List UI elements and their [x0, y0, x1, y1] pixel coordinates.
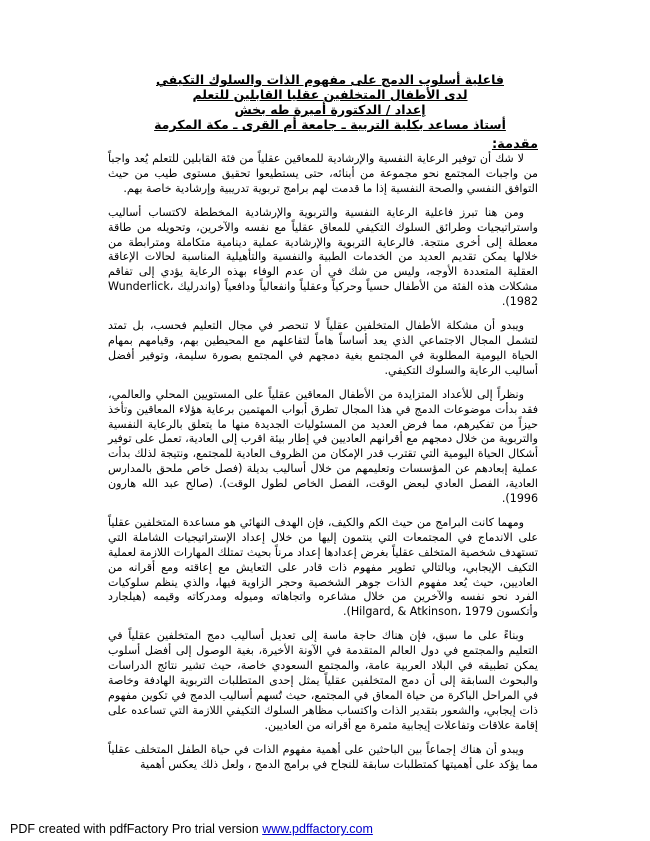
- paragraph: لا شك أن توفير الرعاية النفسية والإرشادية للمعاقين عقلياً من فئة القابلين للتعلم يُعد واجباً من واجبات المجتمع نحو مجموعة من أبنائه، حتى يستطيعوا تحقيق مستوى طيب من حيث التوافق النفسي والصحة النفسية إذا ما قدمت لهم برامج تربوية تدريبية وإرشادية خاصة بهم.: [108, 152, 538, 195]
- body-text: [108, 152, 538, 781]
- pdf-footer: [10, 822, 373, 836]
- title-line-1: فاعلية أسلوب الدمج على مفهوم الذات والسلوك التكيفي: [156, 72, 504, 87]
- pdffactory-link[interactable]: www.pdffactory.com: [262, 822, 373, 836]
- paragraph: ويبدو أن هناك إجماعاً بين الباحثين على أهمية مفهوم الذات في حياة الطفل المتخلف عقلياً مما يؤكد على أهميتها كمتطلبات سابقة للنجاح في برامج الدمج ، ولعل ذلك يعكس أهمية: [108, 742, 538, 771]
- affiliation-line: أستاذ مساعد بكلية التربية ـ جامعة أم القرى ـ مكة المكرمة: [154, 117, 506, 132]
- paragraph: ونظراً إلى للأعداد المتزايدة من الأطفال المعاقين عقلياً على المستويين المحلي والعالمي، فقد بدأت موضوعات الدمج في هذا المجال تطرق أبواب المهتمين برعاية هؤلاء المعاقين وتأخذ حيزاً من تفكيرهم، مما فرض العديد من المسئوليات الجديدة منها ما يتعلق بالرعاية النفسية والتربوية من خلال دمجهم مع أقرانهم العاديين في إطار بيئة اقرب إلى العادية، تعمل على توفير أشكال الحياة اليومية التي تقترب قدر الإمكان من الظروف العادية للمجتمع، ونتيجة لذلك بدأت عملية إبعادهم عن المؤسسات وتعليمهم من خلال أساليب بديلة (فصل خاص ملحق بالمدارس العادية، الفصل العادي لبعض الوقت، الفصل الخاص لطول الوقت). (صالح عبد الله هارون 1996).: [108, 387, 538, 506]
- paragraph: ومن هنا تبرز فاعلية الرعاية النفسية والتربوية والإرشادية المخططة لاكتساب أساليب واستراتيجيات وطرائق السلوك التكيفي للمعاق عقلياً مع نفسه والآخرين، وتحويله من طاقة معطلة إلى أخرى منتجة. فالرعاية التربوية والإرشادية عملية دينامية متكاملة ومترابطة من خلالها يمكن تقديم العديد من الخدمات الطبية والنفسية والتأهيلية المناسبة لحالات الإعاقة العقلية المتعددة الأوجه، وليس من شك في أن عدم الوفاء بهذه الرعاية يؤدي إلى تفاقم مشكلات هذه الفئة من الأطفال حسياً وحركياً وعقلياً وانفعالياً ودافعياً (واندرليك Wunderlick، 1982).: [108, 205, 538, 309]
- paragraph: ومهما كانت البرامج من حيث الكم والكيف، فإن الهدف النهائي هو مساعدة المتخلفين عقلياً على الاندماج في المجتمعات التي ينتمون إليها من خلال إعداد الإستراتيجيات الشاملة التي تستهدف شخصية المتخلف عقلياً بغرض إعدادها إعداد مرناً بحيث تمتلك المهارات اللازمة لعملية التكيف الإيجابي، وبالتالي تطوير مفهوم ذات قادر على التعايش مع إعاقته ومع أقرانه من العاديين، حيث يُعد مفهوم الذات جوهر الشخصية وحجر الزاوية فيها، والذي ينظم سلوكيات الفرد نحو نفسه والآخرين من خلال مشاعره واتجاهاته وميوله ومدركاته وقيمه (هيلجارد وأتكسون Hilgard, & Atkinson، 1979).: [108, 515, 538, 619]
- section-title-introduction: مقدمة:: [491, 137, 538, 152]
- author-line: إعداد / الدكتورة أميرة طه بخش: [234, 102, 426, 117]
- footer-text: PDF created with pdfFactory Pro trial version: [10, 822, 263, 836]
- paragraph: وبناءً على ما سبق، فإن هناك حاجة ماسة إلى تعديل أساليب دمج المتخلفين عقلياً في التعليم والمجتمع في دول العالم المتقدمة في الآونة الأخيرة، بغية الوصول إلى أفضل أسلوب يمكن تطبيقه في البلاد العربية عامة، والمجتمع السعودي خاصة، حيث تشير نتائج الدراسات والبحوث السابقة إلى أن دمج المتخلفين عقلياً يمثل إحدى المتطلبات التربوية الهادفة وخاصة في المراحل الباكرة من حياة المعاق في المجتمع، حيث تُسهم أساليب الدمج في تكوين مفهوم ذات إيجابي، والشعور بتقدير الذات واكتساب مظاهر السلوك التكيفي اللازمة التي تساعده على إقامة علاقات وتفاعلات إيجابية مثمرة مع أقرانه من العاديين.: [108, 629, 538, 732]
- title-line-2: لدى الأطفال المتخلفين عقليا القابلين للتعلم: [192, 87, 468, 102]
- document-header: [120, 72, 540, 132]
- paragraph: ويبدو أن مشكلة الأطفال المتخلفين عقلياً لا تنحصر في مجال التعليم فحسب، بل تمتد لتشمل المجال الاجتماعي الذي يعد أساساً هاماً لتفاعلهم مع المحيطين بهم، وقيامهم بمهام الحياة اليومية المطلوبة في المجتمع بغية دمجهم في المجتمع بصورة سليمة، وتوفير أفضل أساليب الرعاية والسلوك التكيفي.: [108, 319, 538, 377]
